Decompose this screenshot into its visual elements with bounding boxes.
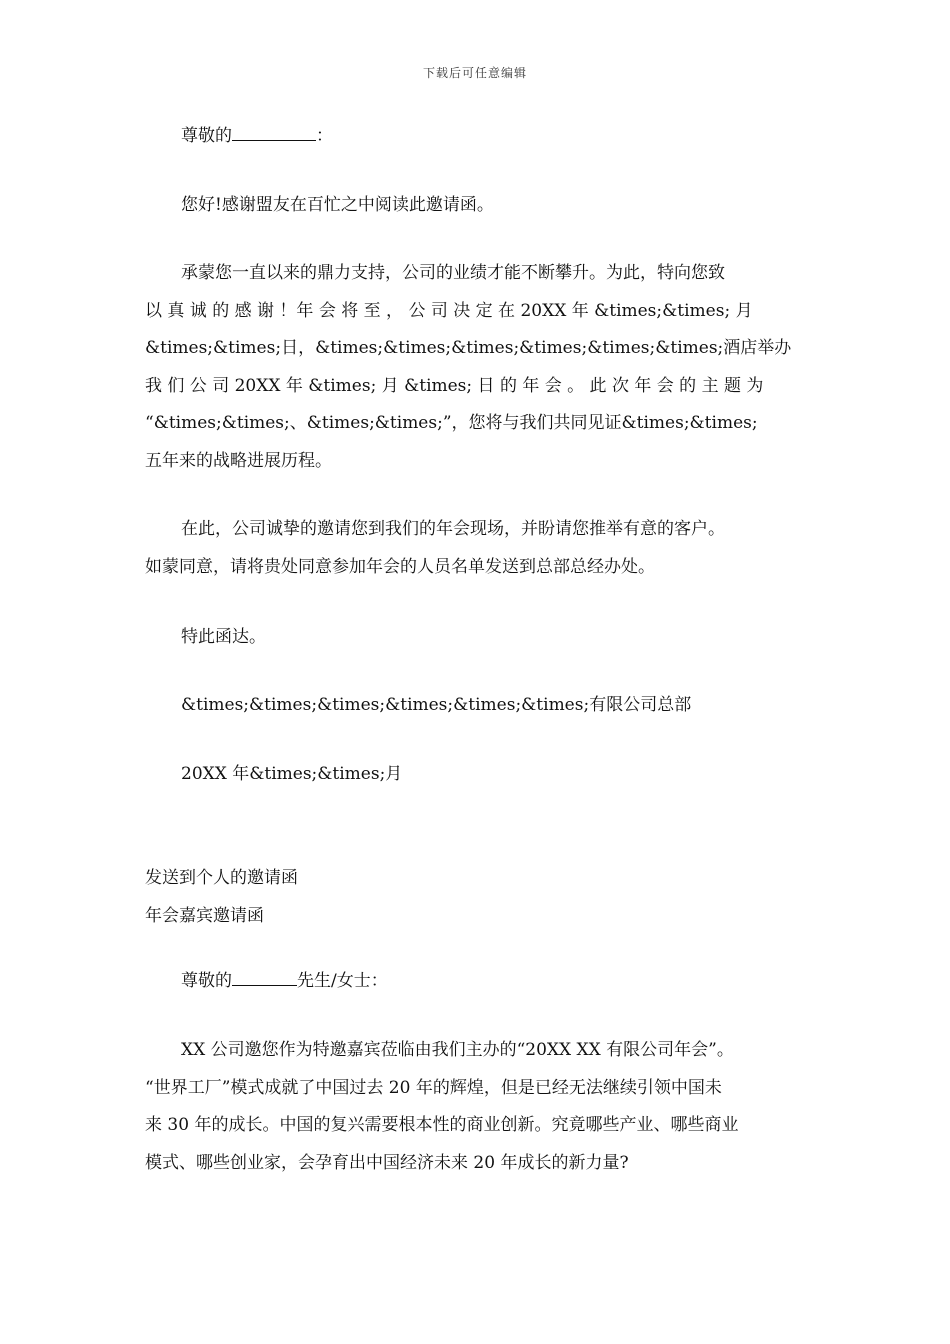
letter1-greeting (145, 187, 807, 225)
date-text: 20XX 年&times;&times;月 (181, 764, 403, 784)
closing-text: 特此函达。 (181, 627, 266, 647)
letter2-paragraph (145, 1032, 807, 1182)
section-title: 发送到个人的邀请函 (145, 868, 298, 888)
salutation-prefix: 尊敬的 (181, 126, 232, 146)
name-blank (232, 967, 297, 986)
letter1-salutation (145, 118, 807, 156)
letter2-line: XX 公司邀您作为特邀嘉宾莅临由我们主办的“20XX XX 有限公司年会”。 (181, 1040, 734, 1060)
salutation-prefix: 尊敬的 (181, 971, 232, 991)
letter1-paragraph1 (145, 255, 807, 480)
para2-line: 在此，公司诚挚的邀请您到我们的年会现场，并盼请您推举有意的客户。 (181, 519, 725, 539)
para1-line: 承蒙您一直以来的鼎力支持，公司的业绩才能不断攀升。为此，特向您致 (181, 263, 725, 283)
para1-line: “&times;&times;、&times;&times;”，您将与我们共同见证&times;&times; (145, 413, 758, 433)
letter1-signature (145, 687, 807, 725)
letter2-line: 模式、哪些创业家，会孕育出中国经济未来 20 年成长的新力量? (145, 1152, 629, 1173)
para1-line: &times;&times;日，&times;&times;&times;&times;&times;&times;酒店举办 (145, 338, 792, 358)
page-header: 下载后可任意编辑 (422, 66, 527, 80)
letter2-salutation (145, 963, 807, 1001)
letter1-closing (145, 619, 807, 657)
para2-line: 如蒙同意，请将贵处同意参加年会的人员名单发送到总部总经办处。 (145, 556, 655, 577)
letter2-line: 来 30 年的成长。中国的复兴需要根本性的商业创新。究竟哪些产业、哪些商业 (145, 1115, 739, 1135)
para1-line: 五年来的战略进展历程。 (145, 450, 332, 471)
section-titles (145, 860, 807, 935)
name-blank (232, 122, 316, 141)
letter2-line: “世界工厂”模式成就了中国过去 20 年的辉煌，但是已经无法继续引领中国未 (145, 1077, 722, 1098)
section-subtitle: 年会嘉宾邀请函 (145, 905, 264, 926)
salutation-suffix: 先生/女士： (297, 971, 388, 991)
letter1-date (145, 756, 807, 794)
para1-line: 以 真 诚 的 感 谢 ！年 会 将 至 ， 公 司 决 定 在 20XX 年 &times;&times; 月 (145, 300, 753, 321)
greeting-text: 您好!感谢盟友在百忙之中阅读此邀请函。 (181, 195, 494, 215)
para1-line: 我 们 公 司 20XX 年 &times; 月 &times; 日 的 年 会 。 此 次 年 会 的 主 题 为 (145, 375, 764, 396)
signature-text: &times;&times;&times;&times;&times;&times;有限公司总部 (181, 695, 692, 715)
salutation-suffix: ： (316, 126, 333, 146)
letter1-paragraph2 (145, 511, 807, 586)
